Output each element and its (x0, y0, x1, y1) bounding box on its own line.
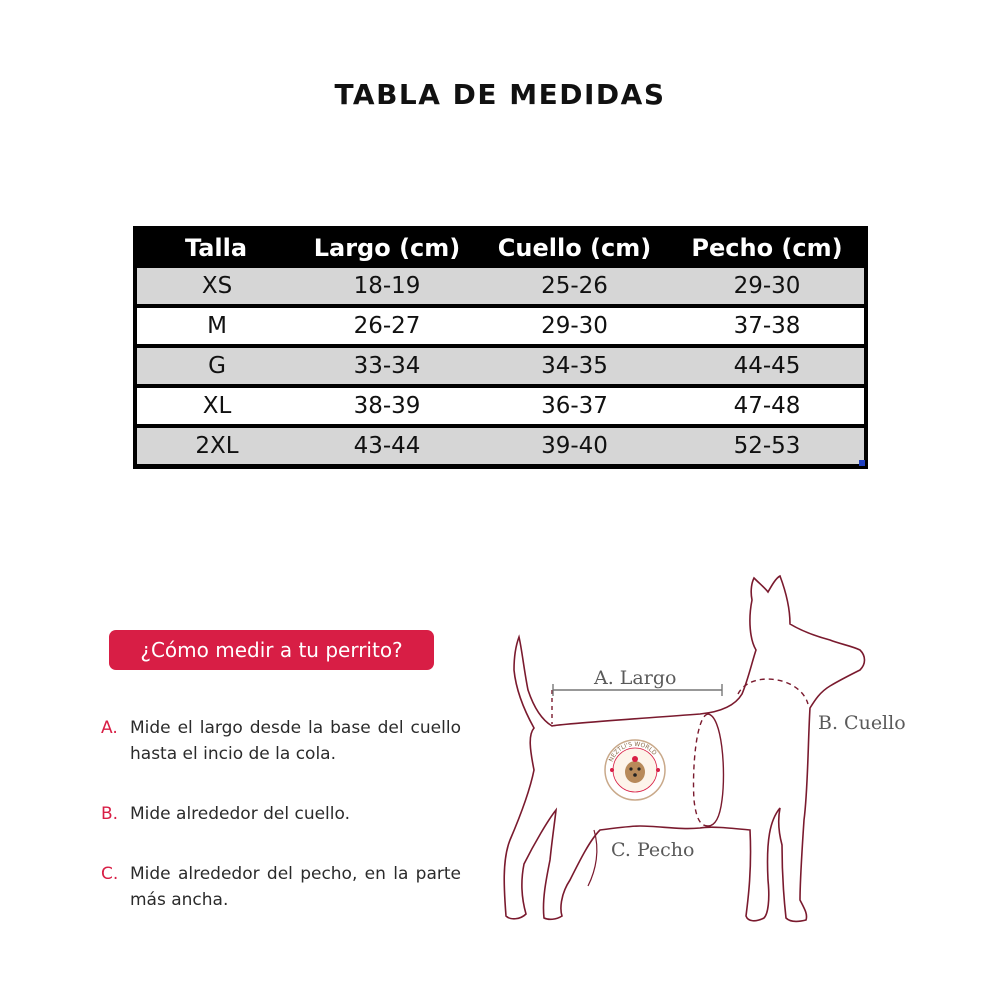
size-table (133, 226, 868, 469)
step-text: Mide alrededor del pecho, en la parte más ancha. (130, 864, 461, 910)
table-row (137, 388, 864, 424)
neck-ring-icon (738, 679, 808, 704)
step-letter: A. (101, 718, 118, 738)
how-to-heading: ¿Cómo medir a tu perrito? (109, 630, 434, 670)
size-cell: M (207, 313, 227, 339)
cuello-cell: 34-35 (541, 353, 608, 379)
size-cell: G (208, 353, 226, 379)
size-cell: XS (201, 273, 233, 299)
table-row (137, 268, 864, 304)
header-cell: Largo (cm) (313, 234, 461, 262)
label-largo: A. Largo (594, 667, 677, 689)
table-row (137, 428, 864, 464)
largo-cell: 33-34 (353, 353, 421, 379)
largo-cell: 38-39 (353, 393, 421, 419)
cuello-cell: 36-37 (541, 393, 608, 419)
dog-measurement-diagram (470, 560, 920, 940)
pecho-cell: 29-30 (733, 273, 801, 299)
largo-cell: 26-27 (353, 313, 421, 339)
step-text: Mide alrededor del cuello. (130, 804, 351, 824)
cuello-cell: 39-40 (541, 433, 608, 459)
brand-badge-icon (605, 740, 665, 800)
size-cell: 2XL (195, 433, 239, 459)
header-cell: Pecho (cm) (691, 234, 843, 262)
largo-cell: 43-44 (353, 433, 421, 459)
cuello-cell: 25-26 (541, 273, 608, 299)
header-cell: Talla (184, 234, 248, 262)
step-letter: B. (101, 804, 119, 824)
chest-ring-back-icon (694, 714, 708, 826)
header-cell: Cuello (cm) (497, 234, 652, 262)
dog-outline-icon (504, 576, 864, 921)
step-item (101, 801, 461, 827)
cuello-cell: 29-30 (541, 313, 608, 339)
chest-ring-icon (708, 714, 723, 826)
badge-text: NEZTLI'S WORLD (607, 740, 658, 763)
page-title: TABLA DE MEDIDAS (334, 78, 666, 111)
table-row (137, 348, 864, 384)
step-item (101, 861, 461, 913)
step-item (101, 715, 461, 767)
largo-cell: 18-19 (353, 273, 421, 299)
label-pecho: C. Pecho (611, 839, 695, 861)
table-header (135, 228, 866, 268)
pecho-cell: 37-38 (733, 313, 801, 339)
selection-handle-icon (859, 460, 865, 466)
table-row (137, 308, 864, 344)
step-text: Mide el largo desde la base del cuello hasta el incio de la cola. (130, 718, 461, 764)
pecho-cell: 52-53 (733, 433, 801, 459)
label-cuello: B. Cuello (818, 712, 906, 734)
pecho-cell: 47-48 (733, 393, 801, 419)
pecho-cell: 44-45 (733, 353, 801, 379)
step-letter: C. (101, 864, 119, 884)
size-cell: XL (202, 393, 232, 419)
